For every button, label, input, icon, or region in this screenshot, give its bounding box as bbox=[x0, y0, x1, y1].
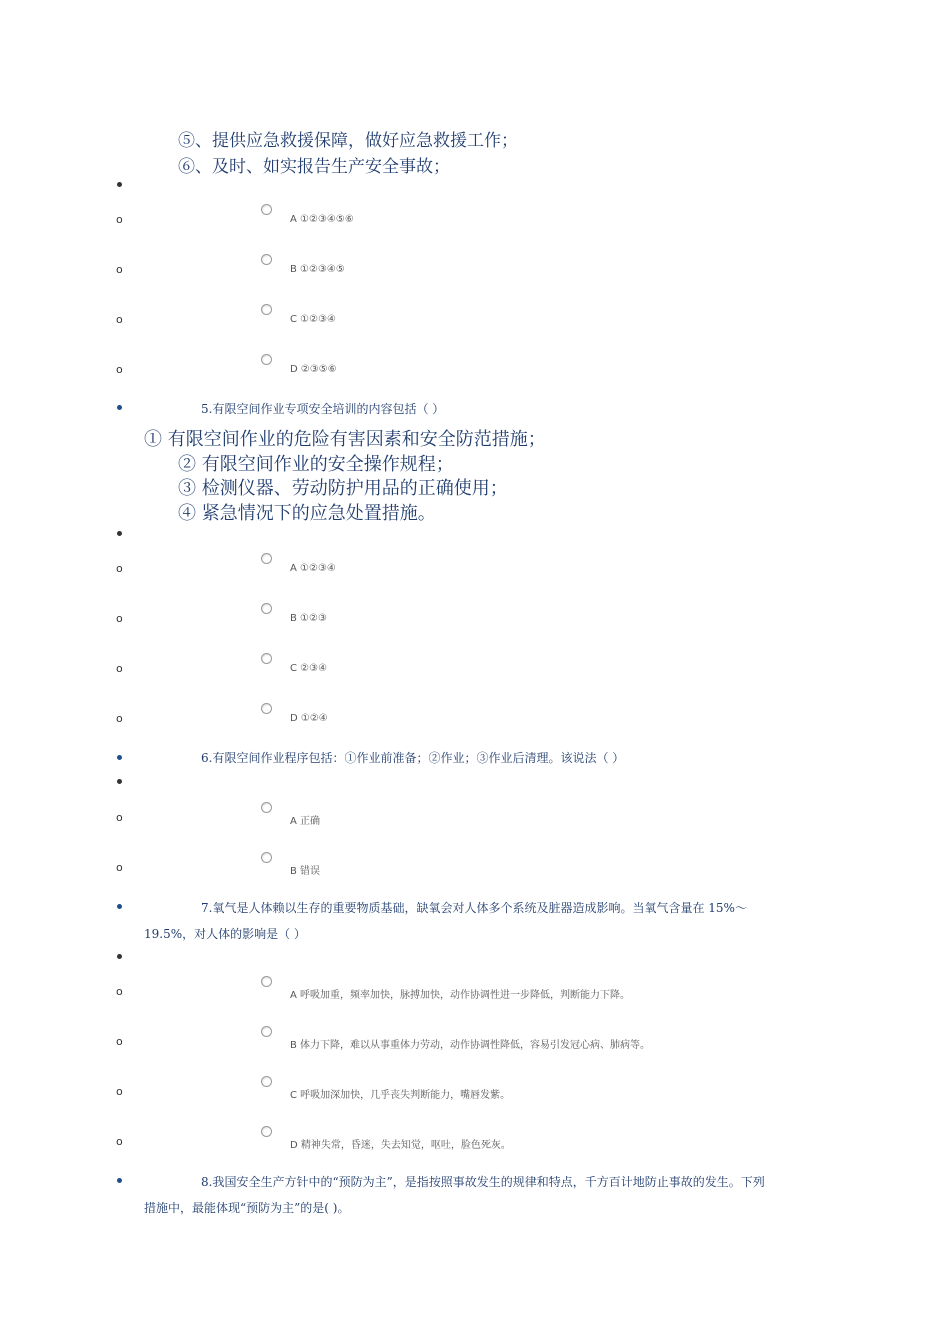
option-label: A ①②③④⑤⑥ bbox=[290, 214, 354, 225]
option-label: A 呼吸加重，频率加快，脉搏加快，动作协调性进一步降低，判断能力下降。 bbox=[290, 990, 631, 1001]
option-marker: o bbox=[116, 861, 123, 874]
radio-button-c[interactable] bbox=[261, 1076, 272, 1087]
q5-item-2: ② 有限空间作业的安全操作规程； bbox=[178, 454, 454, 475]
option-label: C ②③④ bbox=[290, 663, 328, 674]
q5-item-1: ① 有限空间作业的危险有害因素和安全防范措施； bbox=[144, 429, 546, 450]
question-8-line-1: 8.我国安全生产方针中的“预防为主”，是指按照事故发生的规律和特点，千方百计地防止事故的发生。下列 bbox=[201, 1175, 765, 1189]
option-marker: o bbox=[116, 1085, 123, 1098]
option-marker: o bbox=[116, 712, 123, 725]
option-marker: o bbox=[116, 985, 123, 998]
option-marker: o bbox=[116, 1035, 123, 1048]
radio-button-a[interactable] bbox=[261, 976, 272, 987]
list-bullet bbox=[117, 954, 122, 959]
option-label: C 呼吸加深加快，几乎丧失判断能力，嘴唇发紫。 bbox=[290, 1090, 511, 1101]
question-8-line-2: 措施中，最能体现“预防为主”的是( )。 bbox=[144, 1201, 350, 1215]
question-bullet bbox=[117, 904, 122, 909]
option-marker: o bbox=[116, 363, 123, 376]
option-marker: o bbox=[116, 263, 123, 276]
option-marker: o bbox=[116, 313, 123, 326]
option-marker: o bbox=[116, 1135, 123, 1148]
radio-button-d[interactable] bbox=[261, 703, 272, 714]
option-marker: o bbox=[116, 213, 123, 226]
radio-button-b[interactable] bbox=[261, 852, 272, 863]
option-label: B 体力下降，难以从事重体力劳动，动作协调性降低，容易引发冠心病、肺病等。 bbox=[290, 1040, 651, 1051]
q5-item-3: ③ 检测仪器、劳动防护用品的正确使用； bbox=[178, 478, 508, 499]
q5-item-4: ④ 紧急情况下的应急处置措施。 bbox=[178, 503, 436, 524]
radio-button-b[interactable] bbox=[261, 603, 272, 614]
option-label: C ①②③④ bbox=[290, 314, 337, 325]
radio-button-a[interactable] bbox=[261, 553, 272, 564]
question-7-line-1: 7.氧气是人体赖以生存的重要物质基础，缺氧会对人体多个系统及脏器造成影响。当氧气含量在 15%～ bbox=[201, 901, 747, 915]
option-label: D ①②④ bbox=[290, 713, 328, 724]
question-7-line-2: 19.5%，对人体的影响是（ ） bbox=[144, 927, 306, 941]
continued-item-5: ⑤、提供应急救援保障，做好应急救援工作； bbox=[178, 131, 518, 151]
radio-button-d[interactable] bbox=[261, 1126, 272, 1137]
radio-button-b[interactable] bbox=[261, 254, 272, 265]
option-marker: o bbox=[116, 662, 123, 675]
list-bullet bbox=[117, 779, 122, 784]
radio-button-d[interactable] bbox=[261, 354, 272, 365]
option-label: D ②③⑤⑥ bbox=[290, 364, 337, 375]
radio-button-a[interactable] bbox=[261, 802, 272, 813]
question-bullet bbox=[117, 755, 122, 760]
radio-button-c[interactable] bbox=[261, 653, 272, 664]
radio-button-b[interactable] bbox=[261, 1026, 272, 1037]
option-label: A ①②③④ bbox=[290, 563, 336, 574]
option-marker: o bbox=[116, 562, 123, 575]
option-label: D 精神失常，昏迷，失去知觉，呕吐，脸色死灰。 bbox=[290, 1140, 511, 1151]
option-label: A 正确 bbox=[290, 816, 321, 827]
option-label: B ①②③ bbox=[290, 613, 327, 624]
question-bullet bbox=[117, 405, 122, 410]
option-label: B 错误 bbox=[290, 866, 321, 877]
question-bullet bbox=[117, 1178, 122, 1183]
list-bullet bbox=[117, 531, 122, 536]
radio-button-c[interactable] bbox=[261, 304, 272, 315]
question-5-text: 5.有限空间作业专项安全培训的内容包括（ ） bbox=[201, 402, 445, 416]
option-marker: o bbox=[116, 612, 123, 625]
radio-button-a[interactable] bbox=[261, 204, 272, 215]
continued-item-6: ⑥、及时、如实报告生产安全事故； bbox=[178, 157, 450, 177]
question-6-text: 6.有限空间作业程序包括：①作业前准备；②作业；③作业后清理。该说法（ ） bbox=[201, 751, 625, 765]
option-label: B ①②③④⑤ bbox=[290, 264, 345, 275]
option-marker: o bbox=[116, 811, 123, 824]
list-bullet bbox=[117, 182, 122, 187]
